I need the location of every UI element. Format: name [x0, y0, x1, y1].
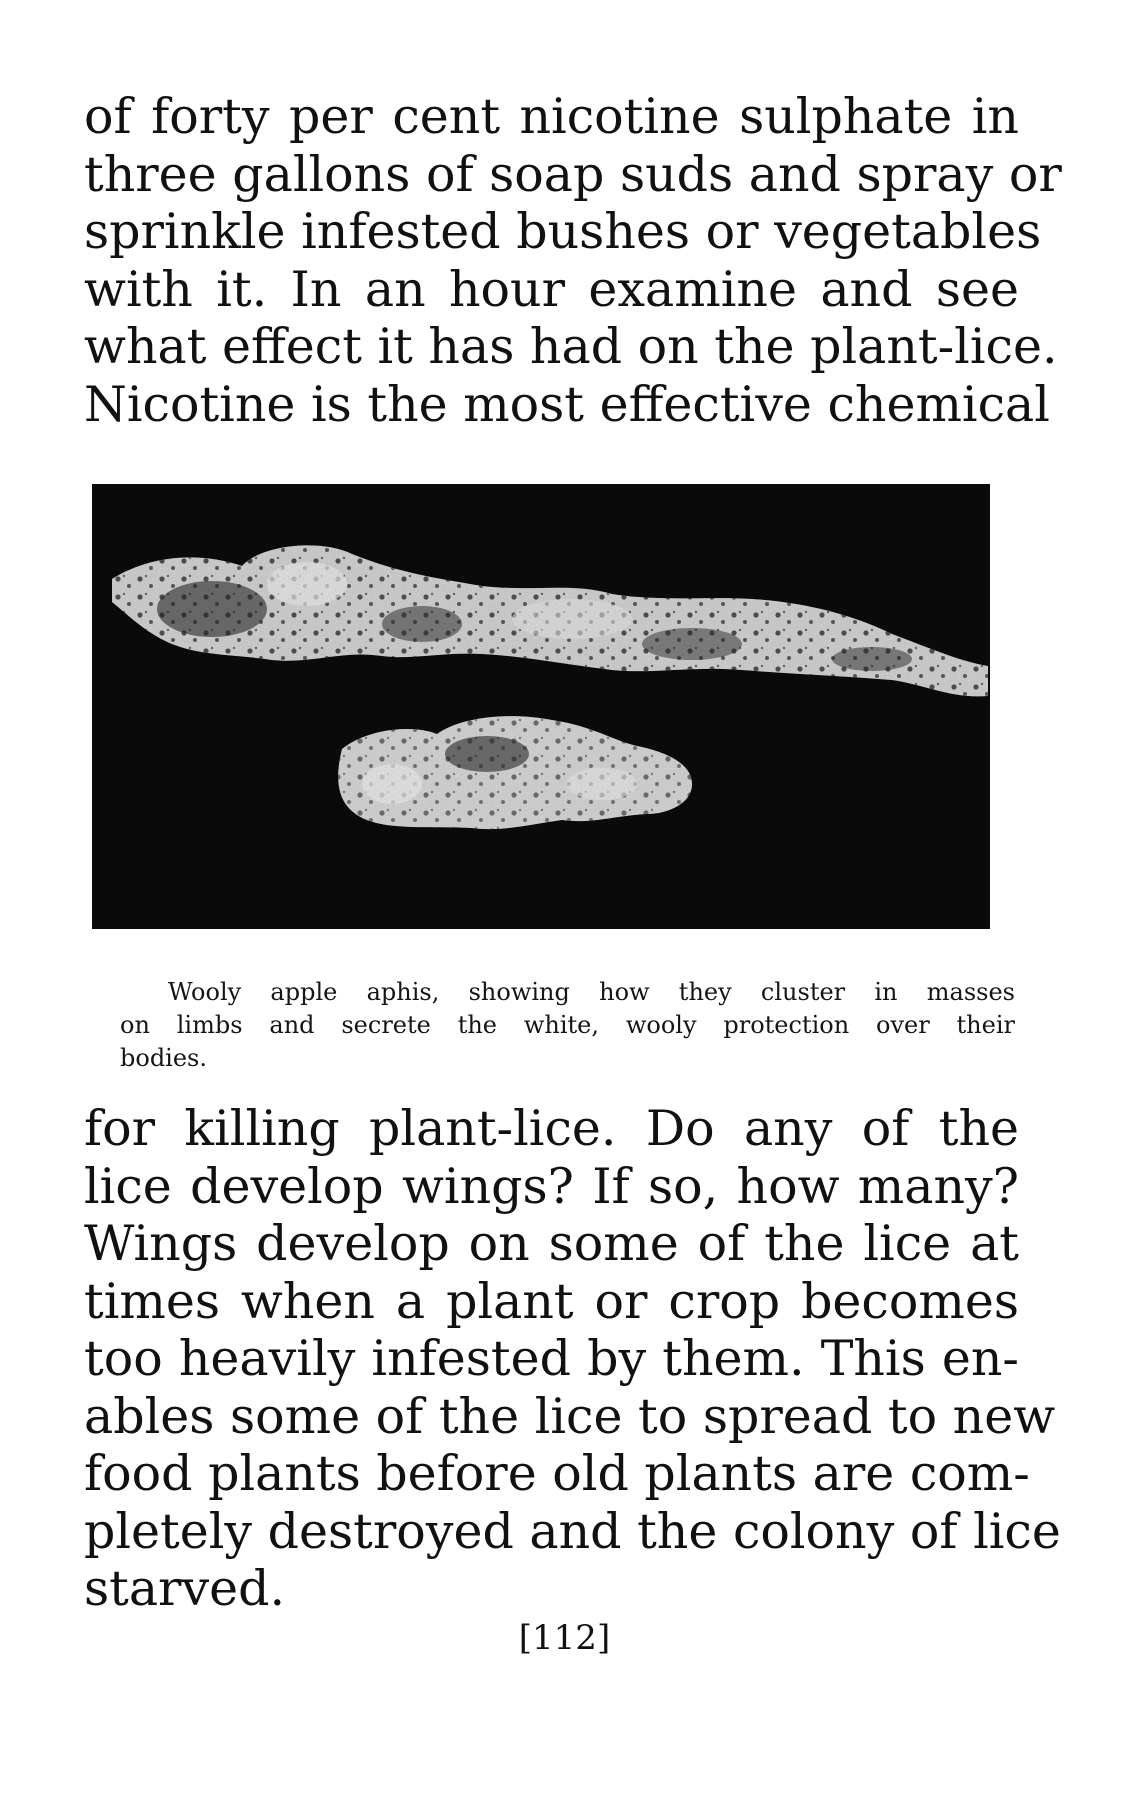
wooly-aphis-photo — [92, 484, 990, 929]
text-line: Nicotine is the most effective chemical — [84, 375, 1050, 433]
text-line: food plants before old plants are com- — [84, 1445, 1030, 1502]
body-paragraph-top — [84, 88, 1062, 433]
figure-caption — [120, 976, 1015, 1075]
text-line: ables some of the lice to spread to new — [84, 1387, 1056, 1445]
caption-line: bodies. — [120, 1044, 207, 1072]
text-line: sprinkle infested bushes or vegetables — [84, 203, 1042, 260]
text-line: lice develop wings? If so, how many? — [84, 1157, 1019, 1215]
text-line: starved. — [84, 1560, 286, 1617]
text-line: of forty per cent nicotine sulphate in — [84, 88, 1019, 145]
text-line: too heavily infested by them. This en- — [84, 1330, 1019, 1387]
text-line: what effect it has had on the plant-lice. — [84, 318, 1058, 375]
text-line: with it. In an hour examine and see — [84, 260, 1019, 318]
text-line: times when a plant or crop becomes — [84, 1272, 1019, 1330]
text-line: three gallons of soap suds and spray or — [84, 145, 1062, 203]
text-line: for killing plant-lice. Do any of the — [84, 1100, 1019, 1157]
text-line: Wings develop on some of the lice at — [84, 1215, 1019, 1272]
body-paragraph-bottom — [84, 1100, 1061, 1618]
text-line: pletely destroyed and the colony of lice — [84, 1502, 1061, 1560]
page-number: [112] — [518, 1618, 611, 1658]
caption-line: on limbs and secrete the white, wooly protection over their — [120, 1011, 1015, 1039]
photo-illustration — [92, 484, 990, 929]
caption-line: Wooly apple aphis, showing how they cluster in masses — [168, 978, 1015, 1006]
